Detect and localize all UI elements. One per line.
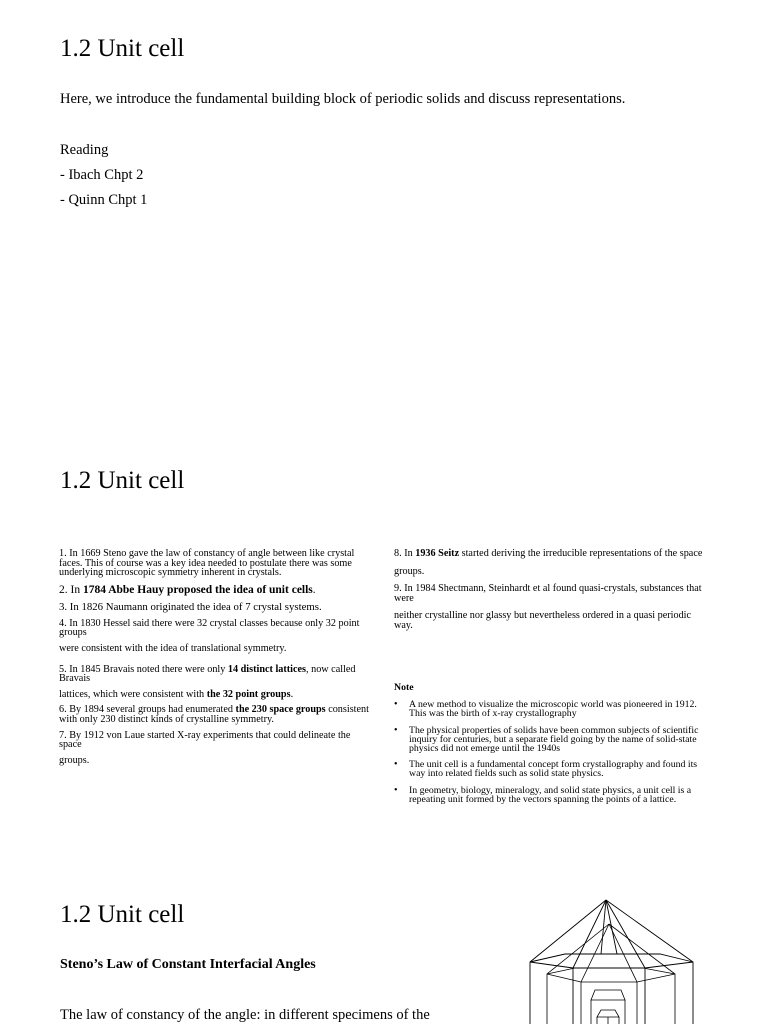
steno-law-body: The law of constancy of the angle: in different specimens of the: [60, 1007, 430, 1023]
note-item: • The physical properties of solids have been common subjects of scientific inquiry for centuries, but a separate field going by the name of solid-state physics did not emerge until the 1940s: [394, 724, 699, 755]
crystal-small-prism: [591, 990, 625, 1024]
bullet-icon: •: [394, 724, 398, 736]
note-item: • In geometry, biology, mineralogy, and solid state physics, a unit cell is a repeating unit formed by the vectors spanning the points of a lattice.: [394, 784, 692, 805]
reading-item-quinn: - Quinn Chpt 1: [60, 192, 148, 208]
steno-law-heading: Steno’s Law of Constant Interfacial Angles: [60, 957, 316, 972]
note-label: Note: [394, 682, 414, 693]
history-right-column: [394, 549, 710, 637]
history-item-2: 2. In 1784 Abbe Hauy proposed the idea of unit cells.: [59, 583, 316, 596]
bullet-icon: •: [394, 759, 398, 771]
crystal-inner-prism: [547, 924, 675, 1024]
history-item-5a: 5. In 1845 Bravais noted there were only 14 distinct lattices, now called Bravais: [59, 663, 356, 685]
reading-label: Reading: [60, 142, 109, 158]
bullet-icon: •: [394, 699, 398, 711]
history-item-6: 6. By 1894 several groups had enumerated the 230 space groups consistent with only 230 distinct kinds of crystalline symmetry.: [59, 704, 369, 725]
history-item-5b: lattices, which were consistent with the 32 point groups.: [59, 688, 294, 700]
crystal-diagram: [525, 896, 705, 1024]
bullet-icon: •: [394, 784, 398, 796]
history-item-7a: 7. By 1912 von Laue started X-ray experiments that could delineate the space: [59, 729, 351, 751]
slide1-intro: Here, we introduce the fundamental building block of periodic solids and discuss representations.: [60, 91, 626, 107]
history-item-9a: 9. In 1984 Shectmann, Steinhardt et al found quasi-crystals, substances that were: [394, 583, 702, 604]
notes-section: [394, 683, 710, 811]
note-list: [394, 700, 710, 804]
note-item: • The unit cell is a fundamental concept form crystallography and found its way into related fields such as solid state physics.: [394, 759, 698, 780]
slide3-title: 1.2 Unit cell: [60, 901, 185, 928]
history-item-8b: groups.: [394, 565, 425, 577]
history-item-3: 3. In 1826 Naumann originated the idea of 7 crystal systems.: [59, 600, 322, 613]
note-item: • A new method to visualize the microscopic world was pioneered in 1912. This was the birth of x-ray crystallography: [394, 699, 697, 720]
history-item-4a: 4. In 1830 Hessel said there were 32 crystal classes because only 32 point groups: [59, 617, 360, 639]
reading-item-ibach: - Ibach Chpt 2: [60, 167, 144, 183]
slide1-title: 1.2 Unit cell: [60, 35, 185, 62]
slide2-title: 1.2 Unit cell: [60, 467, 185, 494]
history-item-7b: groups.: [59, 754, 90, 766]
history-item-1: 1. In 1669 Steno gave the law of constancy of angle between like crystal faces. This of course was a key idea needed to postulate there was some underlying microscopic symmetry inherent in crystals.: [59, 548, 355, 579]
history-item-9b: neither crystalline nor glassy but nevertheless ordered in a quasi periodic way.: [394, 610, 692, 631]
history-item-4b: were consistent with the idea of translational symmetry.: [59, 642, 287, 654]
history-item-8a: 8. In 1936 Seitz started deriving the irreducible representations of the space: [394, 548, 703, 559]
crystal-outer-prism: [530, 900, 693, 1024]
history-left-column: [59, 549, 373, 771]
reading-list: [60, 138, 147, 213]
